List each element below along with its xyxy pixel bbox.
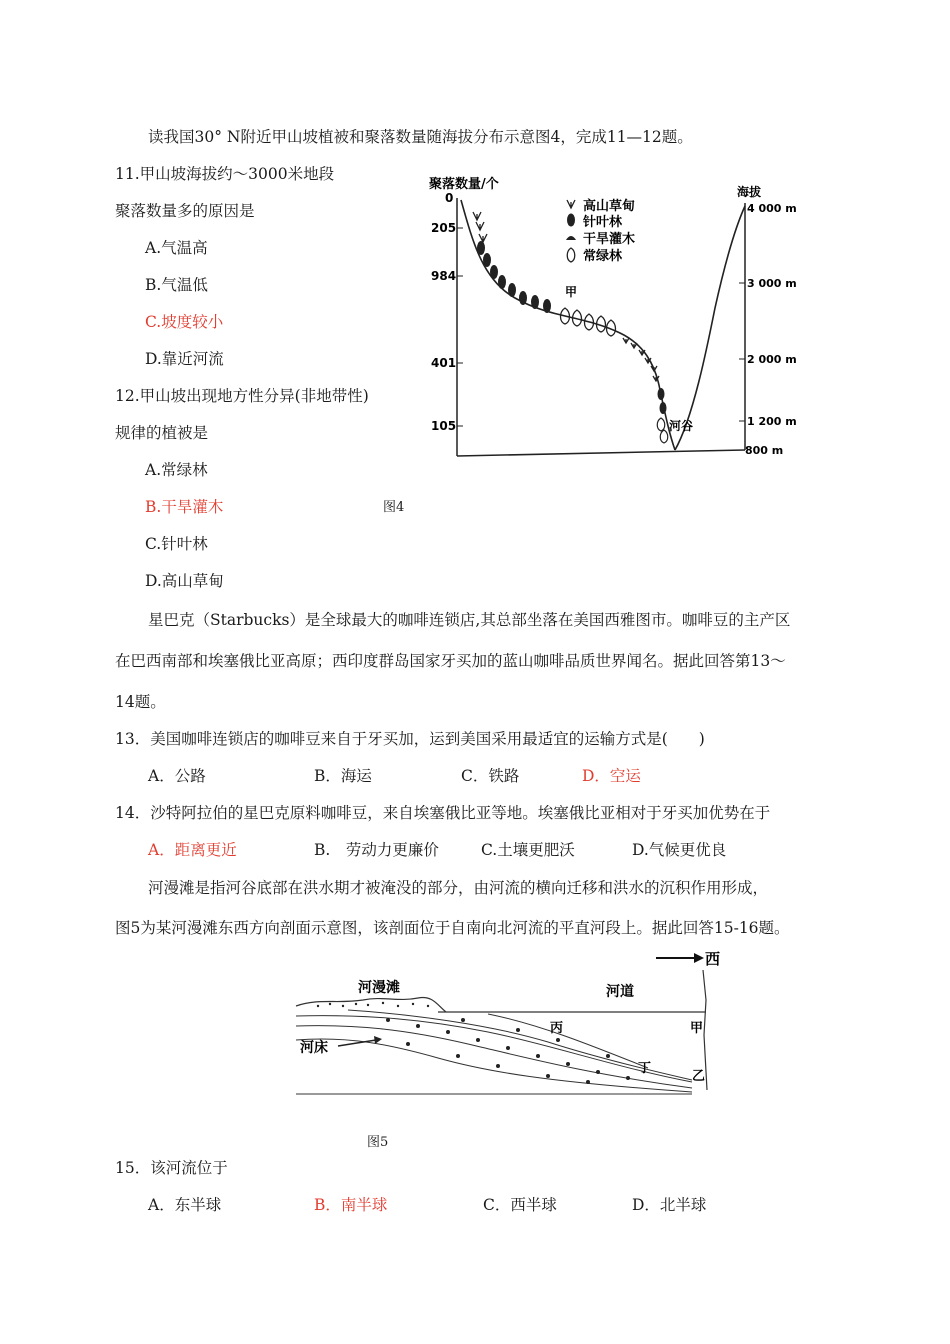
fig5-label-channel: 河道 [606,984,634,1000]
fig4-right-tick-800: 800 m [745,444,784,457]
intro-fig4: 读我国30° N附近甲山坡植被和聚落数量随海拔分布示意图4，完成11—12题。 [148,128,693,146]
q12-option-c: C.针叶林 [145,535,208,553]
fig5-label-yi: 乙 [692,1069,706,1084]
fig4-left-tick-0: 0 [445,191,454,205]
fig4-legend-evergreen: 常绿林 [583,249,623,264]
fig4-left-axis-title: 聚落数量/个 [429,177,499,192]
figure-4-diagram [415,168,815,468]
fig5-label-bing: 丙 [550,1021,564,1036]
q14-option-b: B. 劳动力更廉价 [314,841,439,859]
fig4-dry-shrub-symbols [623,338,659,381]
q12-stem-line2: 规律的植被是 [115,424,209,442]
q15-stem: 15．该河流位于 [115,1159,228,1177]
fig5-label-jia: 甲 [690,1021,704,1036]
q11-stem-line1: 11.甲山坡海拔约～3000米地段 [115,165,335,183]
fig5-caption: 图5 [367,1135,389,1150]
intro-floodplain-line1: 河漫滩是指河谷底部在洪水期才被淹没的部分，由河流的横向迁移和洪水的沉积作用形成， [148,879,769,897]
figure-5-diagram [288,940,728,1100]
fig4-legend-alpine-meadow: 高山草甸 [583,199,636,214]
q14-option-a-answer: A．距离更近 [148,841,237,859]
fig4-left-tick-401: 401 [431,356,457,370]
fig4-right-tick-3000: 3 000 m [747,277,797,290]
q12-stem-line1: 12.甲山坡出现地方性分异(非地带性) [115,387,369,405]
fig4-left-tick-105: 105 [431,419,457,433]
fig4-legend [566,198,635,264]
q13-option-d-answer: D．空运 [582,767,641,785]
q13-option-b: B．海运 [314,767,372,785]
fig4-right-tick-1200: 1 200 m [747,415,797,428]
fig4-left-tick-205: 205 [431,221,457,235]
q13-option-a: A．公路 [148,767,206,785]
q12-option-a: A.常绿林 [145,461,208,479]
intro-starbucks-line1: 星巴克（Starbucks）是全球最大的咖啡连锁店,其总部坐落在美国西雅图市。咖啡豆的主产区 [148,611,791,629]
intro-starbucks-line2: 在巴西南部和埃塞俄比亚高原；西印度群岛国家牙买加的蓝山咖啡品质世界闻名。据此回答第13～ [115,652,786,670]
q14-option-d: D.气候更优良 [632,841,727,859]
fig4-opposite-slope [675,206,745,450]
fig4-right-axis-title: 海拔 [737,185,762,199]
q12-option-b-answer: B.干旱灌木 [145,498,224,516]
fig4-alpine-meadow-symbols [473,212,487,242]
q14-stem: 14．沙特阿拉伯的星巴克原料咖啡豆，来自埃塞俄比亚等地。埃塞俄比亚相对于牙买加优势在于 [115,804,771,822]
fig5-label-ding: 丁 [638,1061,652,1076]
intro-floodplain-line2: 图5为某河漫滩东西方向剖面示意图，该剖面位于自南向北河流的平直河段上。据此回答15-16题。 [115,919,790,937]
q12-option-d: D.高山草甸 [145,572,224,590]
q15-option-c: C．西半球 [483,1196,557,1214]
q15-option-b-answer: B．南半球 [314,1196,388,1214]
fig4-left-tick-984: 984 [431,269,457,283]
fig4-bottom-axis [457,450,745,456]
q11-option-b: B.气温低 [145,276,208,294]
q15-option-d: D．北半球 [632,1196,707,1214]
q13-stem: 13．美国咖啡连锁店的咖啡豆来自于牙买加，运到美国采用最适宜的运输方式是( ) [115,730,705,748]
fig4-right-tick-2000: 2 000 m [747,353,797,366]
q11-option-a: A.气温高 [145,239,208,257]
fig4-right-tick-4000: 4 000 m [747,202,797,215]
fig5-label-bed: 河床 [300,1040,328,1056]
q15-option-a: A．东半球 [148,1196,222,1214]
q14-option-c: C.土壤更肥沃 [481,841,575,859]
fig4-label-jia: 甲 [565,285,578,299]
fig5-direction-west: 西 [705,950,721,968]
fig4-caption: 图4 [383,500,405,515]
fig4-label-valley: 河谷 [669,419,694,433]
fig5-floodplain-profile [296,997,446,1012]
fig4-conifer-symbols [477,241,551,313]
q13-option-c: C．铁路 [461,767,520,785]
intro-starbucks-line3: 14题。 [115,693,166,711]
q11-option-d: D.靠近河流 [145,350,224,368]
q11-stem-line2: 聚落数量多的原因是 [115,202,255,220]
fig4-legend-dry-shrub: 干旱灌木 [583,232,636,247]
q11-option-c-answer: C.坡度较小 [145,313,224,331]
fig4-legend-conifer: 针叶林 [583,215,623,230]
fig5-label-floodplain: 河漫滩 [358,980,400,996]
fig5-sediment-layers [296,1010,692,1094]
